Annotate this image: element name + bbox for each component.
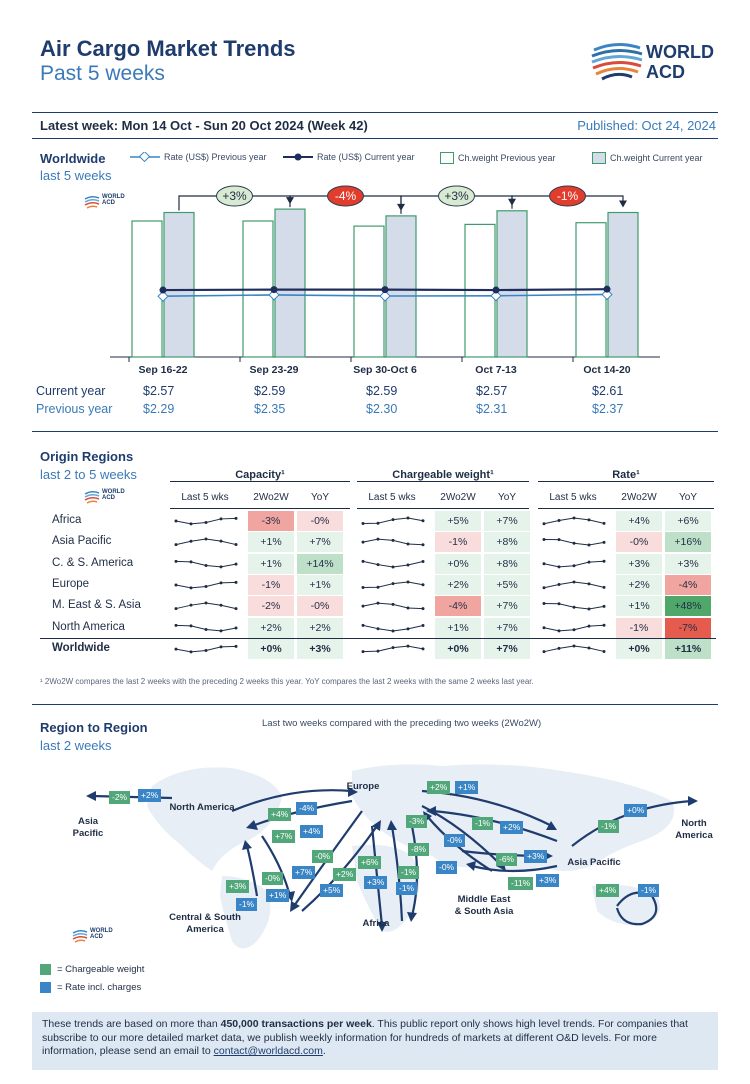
tag-rate: +3% — [364, 876, 387, 889]
tag-chargeable-weight: +6% — [358, 856, 381, 869]
row-label: Worldwide — [52, 641, 110, 654]
tag-chargeable-weight: -1% — [398, 866, 419, 879]
tag-rate: +5% — [320, 884, 343, 897]
table-cell: +2% — [616, 575, 662, 595]
sparkline — [538, 534, 608, 550]
table-cell: -7% — [665, 618, 711, 638]
tag-rate: +7% — [292, 866, 315, 879]
map-label-middle-east: Middle East & South Asia — [454, 894, 514, 917]
map-label-asia-pacific: Asia Pacific — [567, 857, 621, 868]
col-head-yoy: YoY — [311, 492, 329, 503]
bar-cw-current — [608, 213, 638, 358]
table-cell: +1% — [248, 532, 294, 552]
sparkline — [538, 556, 608, 572]
table-cell: +7% — [297, 532, 343, 552]
tag-chargeable-weight: +7% — [272, 830, 295, 843]
tag-chargeable-weight: -1% — [598, 820, 619, 833]
row-label: Africa — [52, 514, 82, 526]
legend-label: Rate (US$) Previous year — [164, 152, 267, 162]
point-rate-current — [493, 287, 500, 294]
bar-cw-current — [386, 216, 416, 357]
sparkline — [357, 513, 427, 529]
table-cell: -4% — [665, 575, 711, 595]
change-label: -1% — [556, 189, 579, 203]
sparkline — [357, 620, 427, 636]
tag-rate: -4% — [296, 802, 317, 815]
table-cell: +16% — [665, 532, 711, 552]
rate-previous-value: $2.30 — [366, 402, 398, 416]
origin-title: Origin Regions — [40, 449, 134, 464]
table-cell: +5% — [484, 575, 530, 595]
col-head-2wo2w: 2Wo2W — [253, 492, 289, 503]
tag-rate: -1% — [638, 884, 659, 897]
x-tick-label: Sep 23-29 — [249, 364, 299, 376]
table-cell: +0% — [616, 639, 662, 659]
tag-chargeable-weight: -0% — [312, 850, 333, 863]
rate-previous-value: $2.31 — [476, 402, 508, 416]
rate-current-value: $2.57 — [143, 384, 175, 398]
tag-rate: +1% — [455, 781, 478, 794]
group-chargeable-weight: Chargeable weight¹ — [357, 469, 529, 482]
col-head-last-5-wks: Last 5 wks — [368, 492, 416, 503]
row-label: C. & S. America — [52, 556, 134, 569]
contact-email-link[interactable]: contact@worldacd.com — [213, 1045, 323, 1057]
table-cell: +7% — [484, 596, 530, 616]
x-tick-label: Sep 16-22 — [138, 364, 188, 376]
divider — [357, 508, 529, 509]
legend-cw-current — [592, 152, 703, 164]
sparkline — [357, 556, 427, 572]
row-label: M. East & S. Asia — [52, 599, 141, 612]
map-label-north-america-e: North America — [675, 818, 713, 841]
tag-rate: +2% — [500, 821, 523, 834]
footer-text: These trends are based on more than — [42, 1018, 221, 1030]
region-title: Region to Region — [40, 720, 148, 735]
tag-rate: -1% — [236, 898, 257, 911]
tag-rate: -0% — [436, 861, 457, 874]
rate-current-value: $2.57 — [476, 384, 508, 398]
tag-chargeable-weight: +3% — [226, 880, 249, 893]
region-caption: Last two weeks compared with the preceding two weeks (2Wo2W) — [262, 718, 542, 729]
table-cell: +7% — [484, 639, 530, 659]
table-cell: -0% — [297, 596, 343, 616]
table-cell: +8% — [484, 554, 530, 574]
sparkline — [170, 556, 240, 572]
point-rate-current — [160, 287, 167, 294]
worldacd-mini-logo: WORLD ACD — [84, 194, 134, 214]
rate-current-value: $2.59 — [254, 384, 286, 398]
tag-chargeable-weight: +2% — [427, 781, 450, 794]
table-cell: +1% — [616, 596, 662, 616]
map-label-europe: Europe — [346, 781, 380, 792]
sparkline — [357, 598, 427, 614]
region-subtitle: last 2 weeks — [40, 738, 112, 753]
x-tick-label: Sep 30-Oct 6 — [353, 364, 417, 376]
divider — [538, 508, 714, 509]
col-head-yoy: YoY — [498, 492, 516, 503]
box-blue-icon — [592, 152, 606, 164]
group-capacity: Capacity¹ — [170, 469, 350, 482]
col-head-last-5-wks: Last 5 wks — [181, 492, 229, 503]
legend-label: Rate (US$) Current year — [317, 152, 415, 162]
legend-label: = Rate incl. charges — [57, 982, 142, 993]
sparkline — [538, 577, 608, 593]
tag-chargeable-weight: -11% — [508, 877, 533, 890]
legend-label: Ch.weight Previous year — [458, 153, 556, 163]
table-cell: +3% — [297, 639, 343, 659]
row-label: Asia Pacific — [52, 535, 112, 548]
table-cell: -1% — [616, 618, 662, 638]
sparkline — [357, 577, 427, 593]
x-tick-label: Oct 7-13 — [475, 364, 517, 376]
logo-word-2: ACD — [646, 62, 685, 82]
latest-week: Latest week: Mon 14 Oct - Sun 20 Oct 2024 (Week 42) — [40, 118, 368, 133]
col-head-2wo2w: 2Wo2W — [440, 492, 476, 503]
table-cell: +7% — [484, 618, 530, 638]
green-square-icon — [40, 964, 51, 975]
table-cell: +1% — [248, 554, 294, 574]
tag-rate: -0% — [444, 834, 465, 847]
sparkline — [170, 620, 240, 636]
map-label-north-america: North America — [169, 802, 235, 813]
table-cell: -4% — [435, 596, 481, 616]
table-cell: +0% — [248, 639, 294, 659]
point-rate-current — [382, 286, 389, 293]
tag-chargeable-weight: -6% — [496, 853, 517, 866]
tag-rate: +4% — [300, 825, 323, 838]
worldwide-chart — [0, 170, 750, 380]
tag-chargeable-weight: +2% — [333, 868, 356, 881]
table-cell: +0% — [435, 639, 481, 659]
change-label: -4% — [334, 189, 357, 203]
tag-chargeable-weight: -1% — [472, 817, 493, 830]
divider — [170, 508, 350, 509]
table-cell: +0% — [435, 554, 481, 574]
globe-logo-icon — [84, 489, 100, 505]
sparkline — [170, 534, 240, 550]
map-label-csa: Central & South America — [169, 912, 241, 935]
origin-subtitle: last 2 to 5 weeks — [40, 467, 137, 482]
sparkline — [170, 598, 240, 614]
table-cell: +2% — [435, 575, 481, 595]
table-cell: +4% — [616, 511, 662, 531]
sparkline — [357, 641, 427, 657]
tag-chargeable-weight: -8% — [408, 843, 429, 856]
worldwide-title: Worldwide — [40, 151, 106, 166]
point-rate-current — [604, 286, 611, 293]
table-cell: +2% — [297, 618, 343, 638]
footnote: ¹ 2Wo2W compares the last 2 weeks with the preceding 2 weeks this year. YoY compares the last 2 weeks with the same 2 weeks last year. — [40, 677, 534, 686]
x-tick-label: Oct 14-20 — [583, 364, 631, 376]
worldacd-logo — [590, 38, 720, 86]
divider — [32, 704, 718, 705]
table-cell: -3% — [248, 511, 294, 531]
tag-rate: +3% — [536, 874, 559, 887]
sparkline — [357, 534, 427, 550]
table-cell: +7% — [484, 511, 530, 531]
group-rate: Rate¹ — [538, 469, 714, 482]
footer-text: . This public report only shows high level trends. For companies that subscribe to our more detailed market data, we publish weekly information for hundreds of markets at different O&D levels. For more information, please send an email to — [42, 1018, 688, 1057]
legend-label: = Chargeable weight — [57, 964, 145, 975]
footer-bold: 450,000 transactions per week — [220, 1018, 372, 1030]
sparkline — [538, 620, 608, 636]
table-cell: +3% — [665, 554, 711, 574]
table-cell: -0% — [297, 511, 343, 531]
table-cell: +48% — [665, 596, 711, 616]
change-label: +3% — [222, 189, 247, 203]
sparkline — [170, 641, 240, 657]
globe-logo-icon — [590, 38, 644, 82]
change-label: +3% — [444, 189, 469, 203]
worldacd-mini-logo: WORLD ACD — [84, 489, 134, 509]
table-cell: +3% — [616, 554, 662, 574]
table-cell: -0% — [616, 532, 662, 552]
tag-chargeable-weight: -0% — [262, 872, 283, 885]
line-dot-icon — [283, 152, 313, 162]
row-label: Europe — [52, 577, 90, 590]
arrow-down-icon — [619, 201, 627, 208]
bar-cw-previous — [354, 226, 384, 357]
map-label-asia-pacific-w: Asia Pacific — [72, 816, 104, 839]
bar-cw-current — [275, 209, 305, 357]
rate-previous-value: $2.29 — [143, 402, 175, 416]
tag-chargeable-weight: +4% — [596, 884, 619, 897]
legend-rate — [40, 982, 141, 993]
col-head-yoy: YoY — [679, 492, 697, 503]
box-white-icon — [440, 152, 454, 164]
table-cell: +2% — [248, 618, 294, 638]
table-cell: +6% — [665, 511, 711, 531]
rate-previous-value: $2.37 — [592, 402, 624, 416]
divider — [40, 638, 716, 639]
divider — [32, 431, 718, 432]
sparkline — [170, 513, 240, 529]
label-current-year: Current year — [36, 384, 106, 398]
table-cell: -1% — [248, 575, 294, 595]
worldacd-mini-logo: WORLD ACD — [72, 928, 122, 948]
divider — [32, 138, 718, 139]
table-cell: -2% — [248, 596, 294, 616]
tag-chargeable-weight: +4% — [268, 808, 291, 821]
bar-cw-previous — [132, 221, 162, 357]
page-subtitle: Past 5 weeks — [40, 62, 165, 85]
divider — [32, 112, 718, 113]
tag-rate: +1% — [266, 889, 289, 902]
sparkline — [538, 598, 608, 614]
tag-chargeable-weight: -2% — [109, 791, 130, 804]
rate-current-value: $2.59 — [366, 384, 398, 398]
table-cell: +5% — [435, 511, 481, 531]
tag-rate: +3% — [524, 850, 547, 863]
tag-rate: +0% — [624, 804, 647, 817]
col-head-2wo2w: 2Wo2W — [621, 492, 657, 503]
row-label: North America — [52, 620, 125, 633]
legend-rate-current — [283, 152, 415, 162]
bar-cw-current — [164, 213, 194, 358]
point-rate-current — [271, 286, 278, 293]
label-previous-year: Previous year — [36, 402, 113, 416]
table-cell: -1% — [435, 532, 481, 552]
line-diamond-icon — [130, 152, 160, 162]
legend-rate-previous — [130, 152, 267, 162]
legend-label: Ch.weight Current year — [610, 153, 703, 163]
map-label-africa: Africa — [362, 918, 390, 929]
globe-logo-icon — [72, 928, 88, 944]
rate-current-value: $2.61 — [592, 384, 624, 398]
bar-cw-current — [497, 211, 527, 357]
rate-previous-value: $2.35 — [254, 402, 286, 416]
sparkline — [170, 577, 240, 593]
tag-rate: +2% — [138, 789, 161, 802]
table-cell: +1% — [297, 575, 343, 595]
blue-square-icon — [40, 982, 51, 993]
table-cell: +1% — [435, 618, 481, 638]
sparkline — [538, 513, 608, 529]
table-cell: +11% — [665, 639, 711, 659]
published-date: Published: Oct 24, 2024 — [577, 118, 716, 133]
footer-note — [32, 1012, 718, 1070]
footer-text: . — [322, 1045, 326, 1057]
legend-cw — [40, 964, 144, 975]
col-head-last-5-wks: Last 5 wks — [549, 492, 597, 503]
table-cell: +8% — [484, 532, 530, 552]
legend-cw-previous — [440, 152, 556, 164]
sparkline — [538, 641, 608, 657]
tag-rate: -1% — [396, 882, 417, 895]
tag-chargeable-weight: -3% — [406, 815, 427, 828]
logo-word-1: WORLD — [646, 42, 714, 62]
table-cell: +14% — [297, 554, 343, 574]
page-title: Air Cargo Market Trends — [40, 36, 296, 61]
worldwide-subtitle: last 5 weeks — [40, 168, 112, 183]
